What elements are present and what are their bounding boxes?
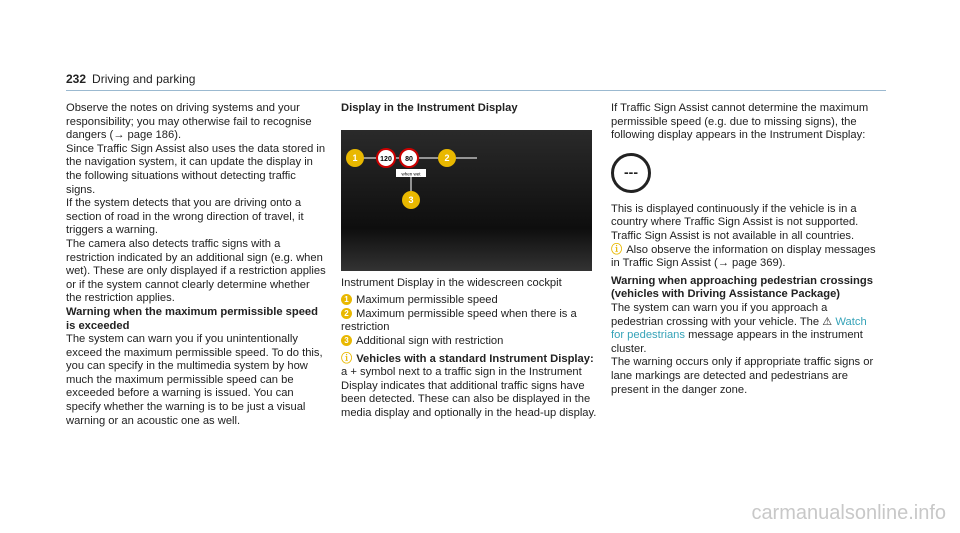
note: ⓘ Vehicles with a standard Instrument Display: a + symbol next to a traffic sign in the Instrument Display indicates that additional traffic signs have been detected. These can also be displayed in the media display and optionally in the head-up display.	[341, 352, 597, 419]
additional-sign-label: when wet	[401, 171, 421, 177]
paragraph: If Traffic Sign Assist cannot determine the maximum permissible speed (e.g. due to missing signs), the following display appears in the Instrument Display:	[611, 102, 869, 142]
info-icon: ⓘ	[611, 243, 623, 256]
header	[66, 72, 195, 86]
warning-triangle-icon: ⚠	[822, 315, 833, 328]
speed-label-1: 120	[380, 155, 392, 163]
instrument-display-figure	[341, 130, 592, 271]
svg-text:3: 3	[408, 194, 414, 205]
column-3	[611, 102, 879, 397]
paragraph: The camera also detects traffic signs with a restriction indicated by an additional sign (e.g. when wet). These are only displayed if a restriction applies or if the system cannot clearly determine whether the restriction applies.	[66, 237, 326, 305]
figure-graphic	[341, 130, 592, 271]
info-icon: ⓘ	[341, 352, 353, 365]
section-heading: Warning when approaching pedestrian crossings (vehicles with Driving Assistance Package)	[611, 274, 873, 301]
paragraph: Since Traffic Sign Assist also uses the data stored in the navigation system, it can update the display in the following situations without detecting traffic signs.	[66, 142, 326, 196]
paragraph: This is displayed continuously if the vehicle is in a country where Traffic Sign Assist is not supported. Traffic Sign Assist is not available in all countries.	[611, 202, 859, 242]
watermark: carmanualsonline.info	[751, 502, 946, 524]
note: ⓘ Also observe the information on display messages in Traffic Sign Assist (→ page 369).	[611, 243, 876, 270]
column-2	[341, 102, 599, 421]
svg-text:1: 1	[352, 152, 358, 163]
section-heading: Warning when the maximum permissible speed is exceeded	[66, 305, 318, 332]
list-item: 2 Maximum permissible speed when there is a restriction	[341, 307, 577, 334]
svg-text:2: 2	[444, 152, 450, 163]
paragraph: The system can warn you if you unintentionally exceed the maximum permissible speed. To do this, you can specify in the multimedia system by how much the maximum permissible speed can be exceeded before a warning is issued. You can specify whether the warning is to be just a visual warning or an acoustic one as well.	[66, 333, 323, 427]
column-1	[66, 102, 328, 428]
display-message: Watch for pedestrians	[611, 315, 867, 342]
number-marker: 3	[341, 335, 352, 346]
page-number: 232	[66, 72, 87, 86]
number-marker: 1	[341, 294, 352, 305]
list-item: 3 Additional sign with restriction	[341, 335, 599, 349]
number-marker: 2	[341, 308, 352, 319]
paragraph: The system can warn you if you approach a pedestrian crossing with your vehicle. The ⚠ Watch for pedestrians message appears in the instrument cluster.	[611, 301, 867, 355]
page-section-title: Driving and parking	[92, 72, 196, 86]
figure-caption: Instrument Display in the widescreen cockpit	[341, 276, 562, 289]
paragraph: The warning occurs only if appropriate traffic signs or lane markings are detected and pedestrians are present in the danger zone.	[611, 356, 874, 396]
list-item: 1 Maximum permissible speed	[341, 294, 599, 308]
paragraph: If the system detects that you are driving onto a section of road in the wrong direction of travel, it triggers a warning.	[66, 197, 304, 237]
paragraph: Observe the notes on driving systems and your responsibility; you may otherwise fail to recognise dangers (→ page 186).	[66, 102, 312, 142]
speed-label-2: 80	[405, 155, 413, 163]
no-speed-limit-icon: ---	[611, 153, 651, 193]
header-rule	[66, 90, 886, 91]
section-heading: Display in the Instrument Display	[341, 102, 518, 114]
